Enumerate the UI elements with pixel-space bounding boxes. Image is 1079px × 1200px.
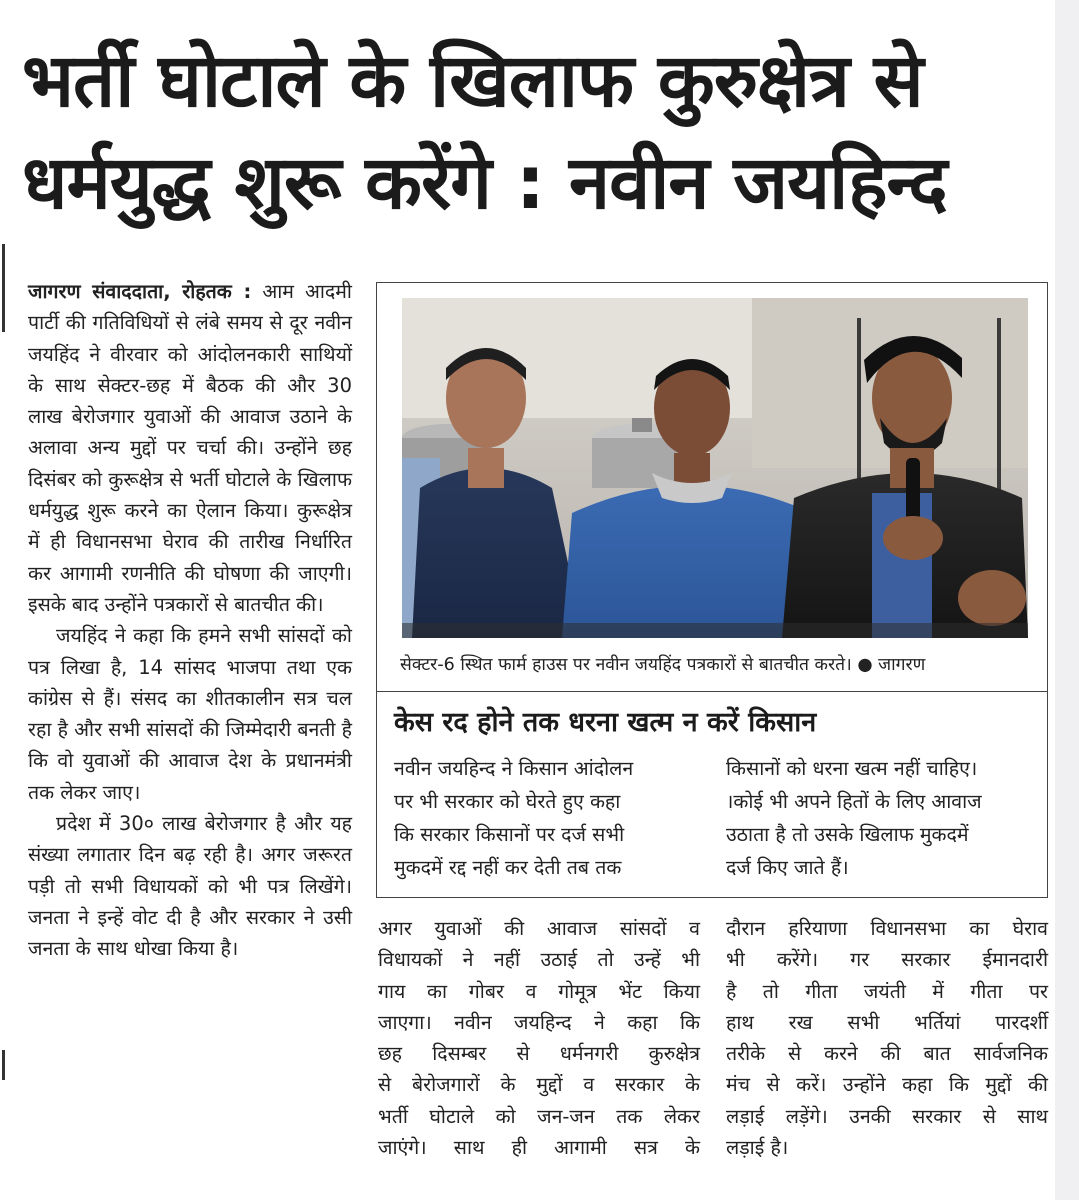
- text-line: छह दिसम्बर से धर्मनगरी कुरुक्षेत्र: [378, 1042, 700, 1066]
- headline-line-2: धर्मयुद्ध शुरू करेंगे : नवीन जयहिन्द: [22, 140, 947, 226]
- text-line: अगर युवाओं की आवाज सांसदों व: [378, 917, 700, 940]
- text-line: उठाता है तो उसके खिलाफ मुकदमें: [726, 823, 969, 846]
- text-line: जाएंगे। साथ ही आगामी सत्र के: [378, 1136, 700, 1160]
- text-line: लड़ाई लड़ेंगे। उनकी सरकार से साथ: [726, 1104, 1048, 1128]
- text-line: किसानों को धरना खत्म नहीं चाहिए।: [726, 757, 978, 780]
- page-edge-scrollbar: [1055, 0, 1079, 1200]
- article-paragraph: प्रदेश में 30० लाख बेरोजगार है और यह संख्या लगातार दिन बढ़ रही है। अगर जरूरत पड़ी तो सभी विधायकों को भी पत्र लिखेंगे। जनता ने इन्हें वोट दी है और सरकार ने उसी जनता के साथ धोखा किया है।: [28, 812, 352, 961]
- photo-caption: सेक्टर-6 स्थित फार्म हाउस पर नवीन जयहिंद पत्रकारों से बातचीत करते। ● जागरण: [400, 655, 926, 675]
- text-line: नवीन जयहिन्द ने किसान आंदोलन: [394, 757, 634, 780]
- text-line: तरीके से करने की बात सार्वजनिक: [726, 1042, 1048, 1066]
- text-line: विधायकों ने नहीं उठाई तो उन्हें भी: [378, 948, 700, 972]
- text-line: से बेरोजगारों के मुद्दों व सरकार के: [378, 1073, 700, 1097]
- sidebar-story-column-1: [394, 752, 686, 884]
- text-line: लड़ाई है।: [726, 1136, 789, 1160]
- text-line: हाथ रख सभी भर्तियां पारदर्शी: [726, 1010, 1048, 1034]
- text-line: मुकदमें रद्द नहीं कर देती तब तक: [394, 856, 622, 879]
- text-line: भी करेंगे। गर सरकार ईमानदारी: [726, 948, 1048, 972]
- text-line: कि सरकार किसानों पर दर्ज सभी: [394, 823, 625, 846]
- text-line: भर्ती घोटाले को जन-जन तक लेकर: [378, 1104, 700, 1128]
- sidebar-story-column-2: [726, 752, 1036, 884]
- article-column-3: [726, 913, 1048, 1163]
- article-paragraph: जयहिंद ने कहा कि हमने सभी सांसदों को पत्र लिखा है, 14 सांसद भाजपा तथा एक कांग्रेस से हैं। संसद का शीतकालीन सत्र चल रहा है और सभी सांसदों की जिम्मेदारी बनती है कि वो युवाओं की आवाज देश के प्रधानमंत्री तक लेकर जाए।: [28, 624, 352, 804]
- headline-line-1: भर्ती घोटाले के खिलाफ कुरुक्षेत्र से: [22, 38, 923, 124]
- article-column-1: [28, 276, 352, 965]
- text-line: है तो गीता जयंती में गीता पर: [726, 979, 1048, 1003]
- text-line: दर्ज किए जाते हैं।: [726, 856, 849, 879]
- column-rule-mark: [2, 1050, 5, 1080]
- text-line: मंच से करें। उन्होंने कहा कि मुद्दों की: [726, 1073, 1048, 1097]
- article-column-2: [378, 913, 700, 1163]
- text-line: पर भी सरकार को घेरते हुए कहा: [394, 790, 621, 813]
- text-line: दौरान हरियाणा विधानसभा का घेराव: [726, 917, 1048, 940]
- text-line: जाएगा। नवीन जयहिन्द ने कहा कि: [378, 1010, 700, 1034]
- text-line: ।कोई भी अपने हितों के लिए आवाज: [726, 790, 982, 813]
- news-photo: [402, 298, 1028, 638]
- byline: जागरण संवाददाता, रोहतक :: [28, 280, 252, 303]
- sidebar-story-headline: केस रद होने तक धरना खत्म न करें किसान: [394, 707, 817, 738]
- article-paragraph: [28, 276, 352, 620]
- headline: [22, 30, 1052, 234]
- column-rule-mark: [2, 244, 5, 332]
- text-line: गाय का गोबर व गोमूत्र भेंट किया: [378, 979, 700, 1003]
- article-paragraph-text: आम आदमी पार्टी की गतिविधियों से लंबे समय से दूर नवीन जयहिंद ने वीरवार को आंदोलनकारी साथियों के साथ सेक्टर-छह में बैठक की और 30 लाख बेरोजगार युवाओं की आवाज उठाने के अलावा अन्य मुद्दों पर चर्चा की। उन्होंने छह दिसंबर को कुरूक्षेत्र से भर्ती घोटाले के खिलाफ धर्मयुद्ध शुरू करने का ऐलान किया। कुरूक्षेत्र में ही विधानसभा घेराव की तारीख निर्धारित कर आगामी रणनीति की घोषणा की जाएगी। इसके बाद उन्होंने पत्रकारों से बातचीत की।: [28, 280, 352, 616]
